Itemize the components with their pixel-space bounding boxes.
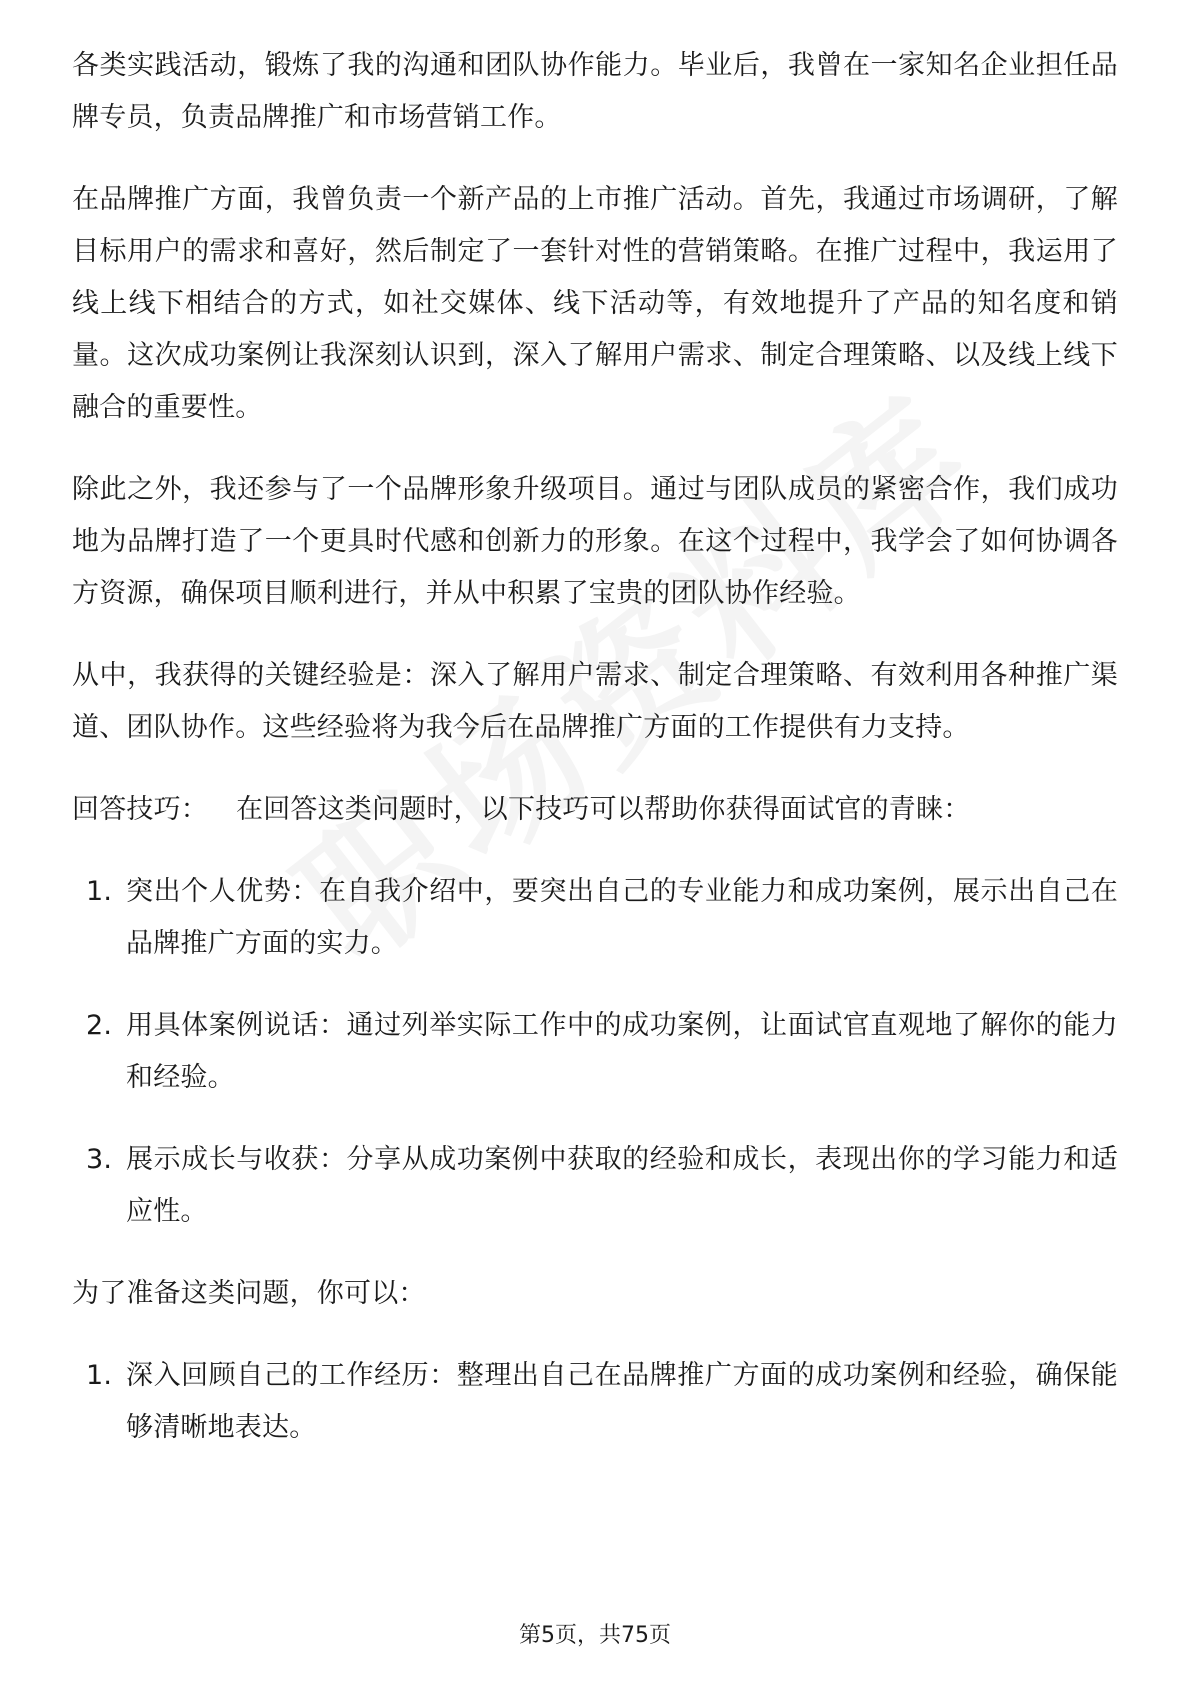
tips-list (72, 866, 1118, 1238)
list-item (72, 866, 1118, 970)
paragraph-background: 各类实践活动，锻炼了我的沟通和团队协作能力。毕业后，我曾在一家知名企业担任品牌专员，负责品牌推广和市场营销工作。 (72, 50, 1118, 133)
list-number: 3. (86, 1144, 113, 1175)
paragraph-key-experience: 从中，我获得的关键经验是：深入了解用户需求、制定合理策略、有效利用各种推广渠道、团队协作。这些经验将为我今后在品牌推广方面的工作提供有力支持。 (72, 660, 1118, 743)
paragraph-tips-intro (72, 784, 1118, 836)
list-number: 1. (86, 876, 113, 907)
page-footer: 第5页，共75页 (519, 1623, 671, 1648)
paragraph-prepare-intro: 为了准备这类问题，你可以： (72, 1278, 426, 1309)
list-item (72, 1134, 1118, 1238)
paragraph-brand-upgrade: 除此之外，我还参与了一个品牌形象升级项目。通过与团队成员的紧密合作，我们成功地为品牌打造了一个更具时代感和创新力的形象。在这个过程中，我学会了如何协调各方资源，确保项目顺利进行，并从中积累了宝贵的团队协作经验。 (72, 474, 1118, 609)
list-item (72, 1350, 1118, 1454)
tips-label: 回答技巧： (72, 794, 208, 825)
list-item-text: 突出个人优势：在自我介绍中，要突出自己的专业能力和成功案例，展示出自己在品牌推广方面的实力。 (126, 876, 1118, 959)
paragraph-promotion-case: 在品牌推广方面，我曾负责一个新产品的上市推广活动。首先，我通过市场调研，了解目标用户的需求和喜好，然后制定了一套针对性的营销策略。在推广过程中，我运用了线上线下相结合的方式，如社交媒体、线下活动等，有效地提升了产品的知名度和销量。这次成功案例让我深刻认识到，深入了解用户需求、制定合理策略、以及线上线下融合的重要性。 (72, 184, 1118, 423)
document-page (72, 40, 1118, 1484)
prepare-list (72, 1350, 1118, 1454)
list-item-text: 深入回顾自己的工作经历：整理出自己在品牌推广方面的成功案例和经验，确保能够清晰地表达。 (126, 1360, 1118, 1443)
list-item-text: 展示成长与收获：分享从成功案例中获取的经验和成长，表现出你的学习能力和适应性。 (126, 1144, 1118, 1227)
list-item (72, 1000, 1118, 1104)
list-number: 2. (86, 1010, 113, 1041)
list-number: 1. (86, 1360, 113, 1391)
list-item-text: 用具体案例说话：通过列举实际工作中的成功案例，让面试官直观地了解你的能力和经验。 (126, 1010, 1118, 1093)
tips-text: 在回答这类问题时，以下技巧可以帮助你获得面试官的青睐： (236, 794, 971, 825)
